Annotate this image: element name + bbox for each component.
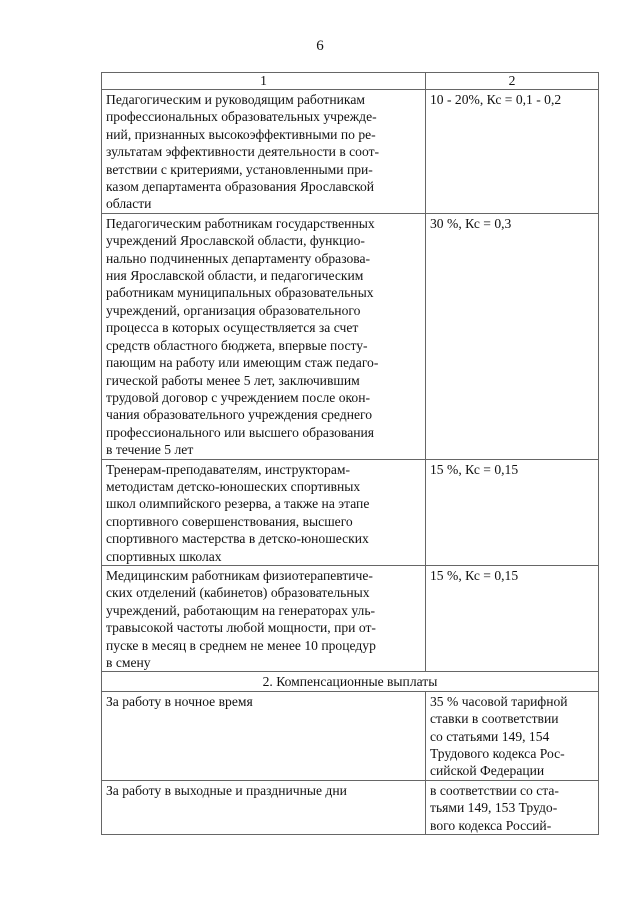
table-row (102, 90, 599, 214)
row-value: 15 %, Кс = 0,15 (426, 565, 599, 671)
table-row (102, 780, 599, 834)
table-row (102, 565, 599, 671)
row-value: 35 % часовой тарифной ставки в соответствии со статьями 149, 154 Трудового кодекса Рос- сийской Федерации (426, 691, 599, 780)
section-title: 2. Компенсационные выплаты (102, 672, 599, 691)
row-description: Педагогическим и руководящим работникам профессиональных образовательных учрежде- ний, признанных высокоэффективными по ре- зультатам эффективности деятельности в соот- ветствии с критериями, установленными при- казом департамента образования Ярославской области (102, 90, 426, 214)
row-description: За работу в ночное время (102, 691, 426, 780)
row-value: в соответствии со ста- тьями 149, 153 Трудо- вого кодекса Россий- (426, 780, 599, 834)
row-value: 30 %, Кс = 0,3 (426, 213, 599, 459)
page-number: 6 (316, 38, 324, 54)
row-description: Медицинским работникам физиотерапевтиче- ских отделений (кабинетов) образовательных учреждений, работающим на генераторах уль- травысокой частоты любой мощности, при от- пуске в месяц в среднем не менее 10 процедур в смену (102, 565, 426, 671)
row-value: 10 - 20%, Кс = 0,1 - 0,2 (426, 90, 599, 214)
row-description: За работу в выходные и праздничные дни (102, 780, 426, 834)
row-value: 15 %, Кс = 0,15 (426, 459, 599, 565)
section-row (102, 672, 599, 691)
column-number-1: 1 (102, 73, 426, 90)
row-description: Педагогическим работникам государственных учреждений Ярославской области, функцио- нально подчиненных департаменту образова- ния Ярославской области, и педагогическим работникам муниципальных образовательных учреждений, организация образовательного процесса в которых осуществляется за счет средств областного бюджета, впервые посту- пающим на работу или имеющим стаж педаго- гической работы менее 5 лет, заключившим трудовой договор с учреждением после окон- чания образовательного учреждения среднего профессионального или высшего образования в течение 5 лет (102, 213, 426, 459)
column-number-2: 2 (426, 73, 599, 90)
column-number-row (102, 73, 599, 90)
payments-table (101, 72, 599, 835)
table-row (102, 213, 599, 459)
table-row (102, 459, 599, 565)
row-description: Тренерам-преподавателям, инструкторам- методистам детско-юношеских спортивных школ олимпийского резерва, а также на этапе спортивного совершенствования, высшего спортивного мастерства в детско-юношеских спортивных школах (102, 459, 426, 565)
table-row (102, 691, 599, 780)
